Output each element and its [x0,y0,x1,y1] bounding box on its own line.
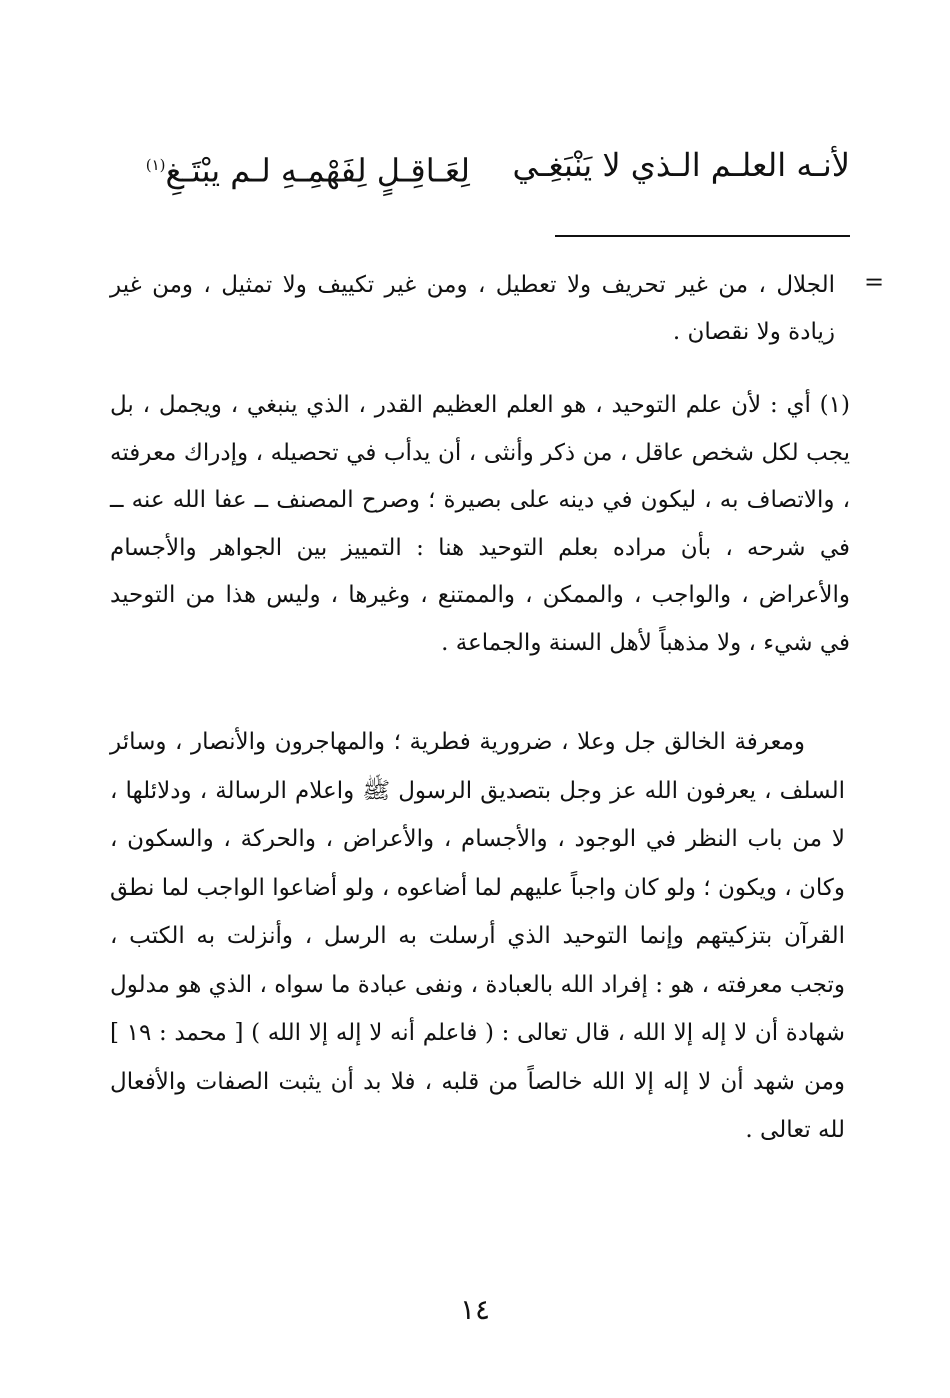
continuation-marker: = [864,268,885,296]
main-commentary-paragraph: ومعرفة الخالق جل وعلا ، ضرورية فطرية ؛ والمهاجرون والأنصار ، وسائر السلف ، يعرفون الله عز وجل بتصديق الرسول ﷺ واعلام الرسالة ، ودلائلها ، لا من باب النظر في الوجود ، والأجسام ، والأعراض ، والحركة ، والسكون ، وكان ، ويكون ؛ ولو كان واجباً عليهم لما أضاعوه ، ولو أضاعوا الواجب لما نطق القرآن بتزكيتهم وإنما التوحيد الذي أرسلت به الرسل ، وأنزلت به الكتب ، وتجب معرفته ، هو : إفراد الله بالعبادة ، ونفى عبادة ما سواه ، الذي هو مدلول شهادة أن لا إله إلا الله ، قال تعالى : ( فاعلم أنه لا إله إلا الله ) [ محمد : ١٩ ] ومن شهد أن لا إله إلا الله خالصاً من قلبه ، فلا بد أن يثبت الصفات والأفعال لله تعالى . [110,729,845,1143]
poem-verse [90,140,850,190]
footnote-1-text: (١) أي : لأن علم التوحيد ، هو العلم العظيم القدر ، الذي ينبغي ، ويجمل ، بل يجب لكل شخص عاقل ، من ذكر وأنثى ، أن يدأب في تحصيله ، وإدراك معرفته ، والاتصاف به ، ليكون في دينه على بصيرة ؛ وصرح المصنف ــ عفا الله عنه ــ في شرحه ، بأن مراده بعلم التوحيد هنا : التمييز بين الجواهر والأجسام والأعراض ، والواجب ، والممكن ، والممتنع ، وغيرها ، وليس هذا من التوحيد في شيء ، ولا مذهباً لأهل السنة والجماعة . [110,392,850,656]
footnote-continuation-text: الجلال ، من غير تحريف ولا تعطيل ، ومن غير تكييف ولا تمثيل ، ومن غير زيادة ولا نقصان . [110,272,835,345]
page-number: ١٤ [459,1293,491,1326]
verse-hemistich-second-text: لِعَـاقِـلٍ لِفَهْمِـهِ لـم يبْتَـغِ [165,151,470,190]
verse-hemistich-first: لأنـه العلـم الـذي لا يَنْبَغِـي [512,146,850,184]
verse-hemistich-second [146,140,470,196]
footnote-separator-rule [555,235,850,237]
footnote-reference: (١) [145,156,166,174]
